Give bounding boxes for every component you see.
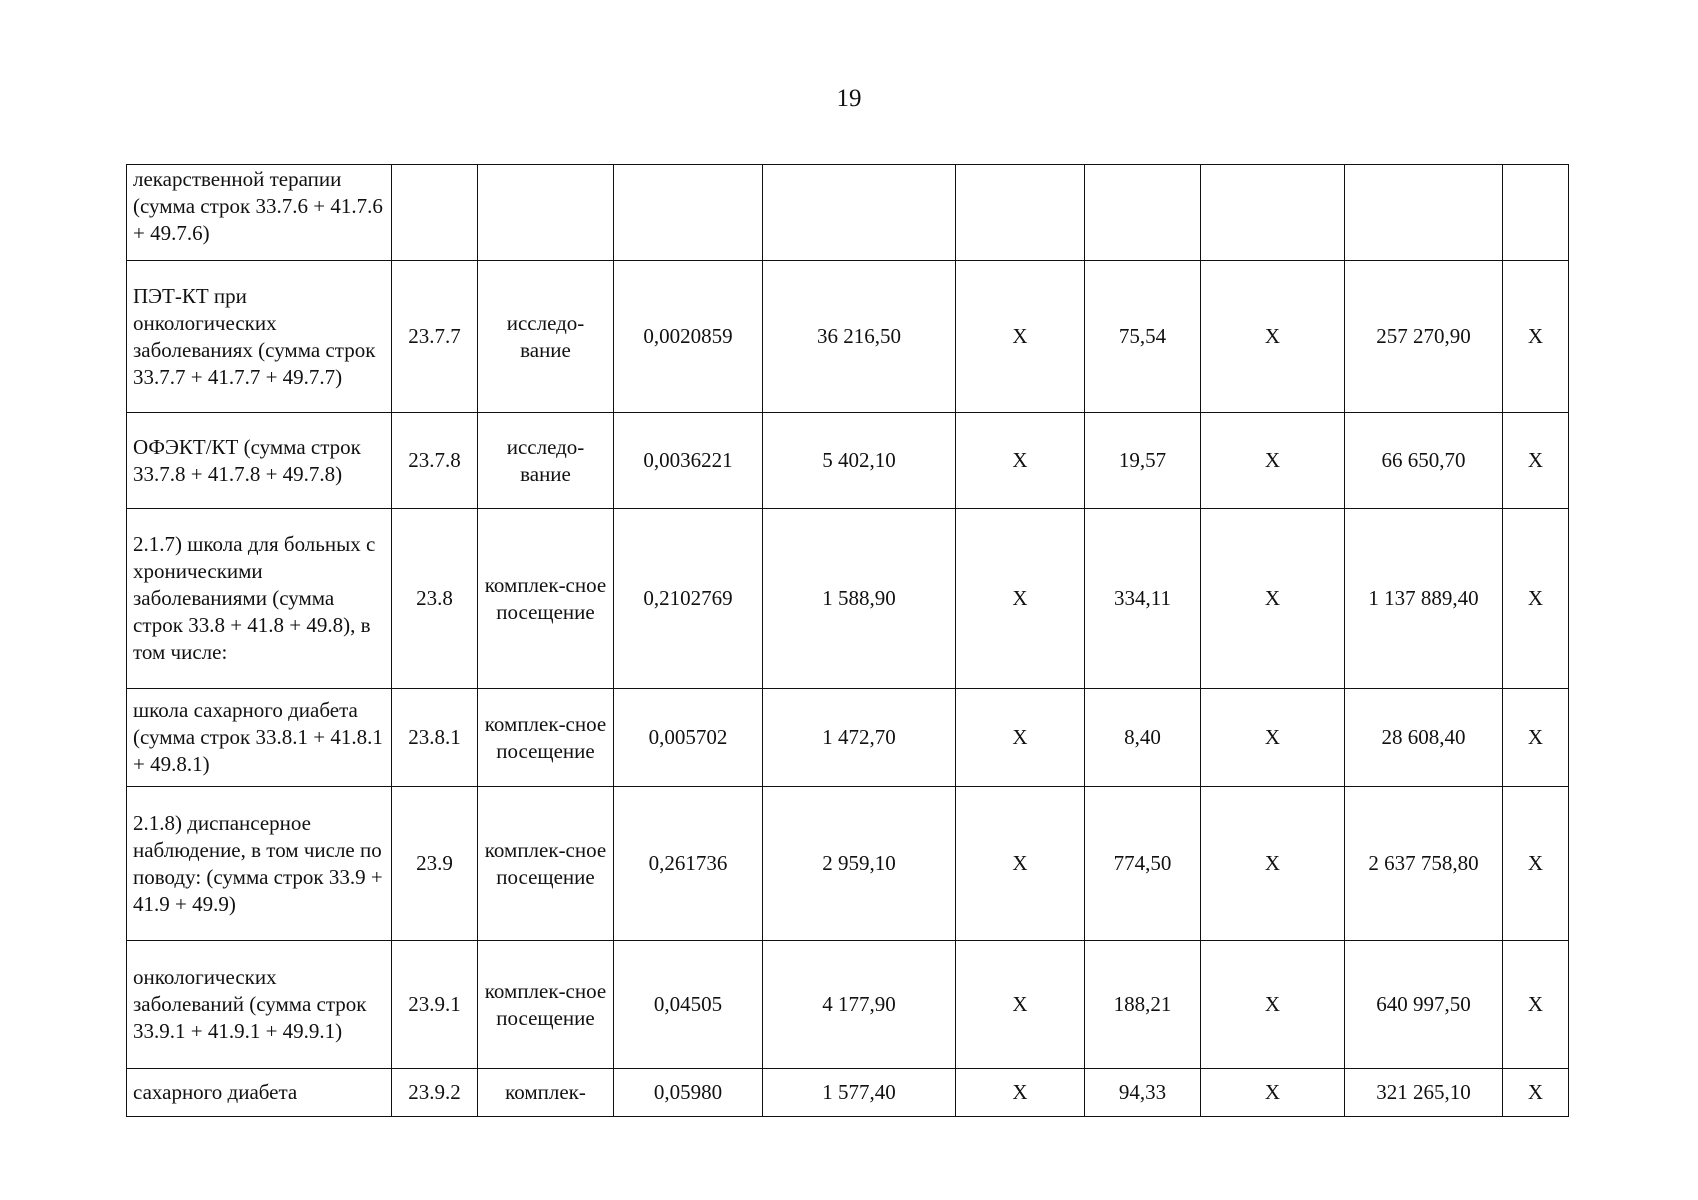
row-code-cell: 23.7.7 bbox=[392, 261, 478, 413]
row-x-cell: X bbox=[956, 509, 1085, 689]
row-norm-cell bbox=[614, 165, 763, 261]
row-total-cell: 257 270,90 bbox=[1345, 261, 1503, 413]
row-unit-cell: комплек-сное посещение bbox=[478, 787, 614, 941]
row-x-cell: X bbox=[1201, 787, 1345, 941]
row-code-cell: 23.8.1 bbox=[392, 689, 478, 787]
row-total-cell: 28 608,40 bbox=[1345, 689, 1503, 787]
row-cost-cell: 1 588,90 bbox=[763, 509, 956, 689]
row-name-cell: ПЭТ-КТ при онкологических заболеваниях (сумма строк 33.7.7 + 41.7.7 + 49.7.7) bbox=[127, 261, 392, 413]
row-norm-cell: 0,2102769 bbox=[614, 509, 763, 689]
row-x-cell: X bbox=[956, 1069, 1085, 1117]
row-name-cell: 2.1.7) школа для больных с хроническими заболеваниями (сумма строк 33.8 + 41.8 + 49.8), в том числе: bbox=[127, 509, 392, 689]
row-total-cell: 640 997,50 bbox=[1345, 941, 1503, 1069]
row-norm-cell: 0,0036221 bbox=[614, 413, 763, 509]
row-name-cell: сахарного диабета bbox=[127, 1069, 392, 1117]
row-per-capita-cell: 774,50 bbox=[1085, 787, 1201, 941]
row-code-cell: 23.9.2 bbox=[392, 1069, 478, 1117]
row-x-cell: X bbox=[956, 261, 1085, 413]
row-per-capita-cell: 188,21 bbox=[1085, 941, 1201, 1069]
row-total-cell: 1 137 889,40 bbox=[1345, 509, 1503, 689]
row-x-cell bbox=[956, 165, 1085, 261]
row-code-cell: 23.9 bbox=[392, 787, 478, 941]
row-unit-cell: комплек- bbox=[478, 1069, 614, 1117]
row-cost-cell: 36 216,50 bbox=[763, 261, 956, 413]
row-cost-cell: 1 577,40 bbox=[763, 1069, 956, 1117]
table-row bbox=[127, 689, 1569, 787]
table-row bbox=[127, 413, 1569, 509]
row-unit-cell: комплек-сное посещение bbox=[478, 509, 614, 689]
row-code-cell: 23.7.8 bbox=[392, 413, 478, 509]
row-x-cell: X bbox=[1503, 509, 1569, 689]
row-x-cell: X bbox=[1201, 509, 1345, 689]
table-row bbox=[127, 1069, 1569, 1117]
row-per-capita-cell: 19,57 bbox=[1085, 413, 1201, 509]
row-name-cell: 2.1.8) диспансерное наблюдение, в том числе по поводу: (сумма строк 33.9 + 41.9 + 49.9) bbox=[127, 787, 392, 941]
row-per-capita-cell: 334,11 bbox=[1085, 509, 1201, 689]
row-cost-cell: 2 959,10 bbox=[763, 787, 956, 941]
row-unit-cell: исследо-вание bbox=[478, 261, 614, 413]
row-x-cell: X bbox=[1201, 941, 1345, 1069]
row-unit-cell: исследо-вание bbox=[478, 413, 614, 509]
row-cost-cell: 5 402,10 bbox=[763, 413, 956, 509]
row-norm-cell: 0,0020859 bbox=[614, 261, 763, 413]
page-number: 19 bbox=[836, 85, 862, 112]
row-x-cell: X bbox=[1201, 1069, 1345, 1117]
row-x-cell: X bbox=[1503, 787, 1569, 941]
row-total-cell: 66 650,70 bbox=[1345, 413, 1503, 509]
row-x-cell: X bbox=[956, 689, 1085, 787]
row-total-cell: 2 637 758,80 bbox=[1345, 787, 1503, 941]
row-per-capita-cell: 94,33 bbox=[1085, 1069, 1201, 1117]
row-x-cell: X bbox=[1503, 413, 1569, 509]
row-x-cell: X bbox=[956, 413, 1085, 509]
row-name-cell: лекарственной терапии (сумма строк 33.7.6 + 41.7.6 + 49.7.6) bbox=[127, 165, 392, 261]
row-unit-cell: комплек-сное посещение bbox=[478, 941, 614, 1069]
row-per-capita-cell bbox=[1085, 165, 1201, 261]
row-x-cell: X bbox=[1503, 689, 1569, 787]
row-norm-cell: 0,05980 bbox=[614, 1069, 763, 1117]
row-cost-cell: 4 177,90 bbox=[763, 941, 956, 1069]
row-x-cell: X bbox=[1503, 261, 1569, 413]
row-cost-cell bbox=[763, 165, 956, 261]
row-norm-cell: 0,04505 bbox=[614, 941, 763, 1069]
row-x-cell: X bbox=[956, 941, 1085, 1069]
row-total-cell: 321 265,10 bbox=[1345, 1069, 1503, 1117]
row-x-cell: X bbox=[1201, 413, 1345, 509]
row-per-capita-cell: 75,54 bbox=[1085, 261, 1201, 413]
row-x-cell: X bbox=[1201, 261, 1345, 413]
row-cost-cell: 1 472,70 bbox=[763, 689, 956, 787]
row-code-cell: 23.8 bbox=[392, 509, 478, 689]
row-x-cell bbox=[1201, 165, 1345, 261]
row-x-cell: X bbox=[1201, 689, 1345, 787]
row-x-cell: X bbox=[956, 787, 1085, 941]
table-row bbox=[127, 787, 1569, 941]
row-norm-cell: 0,005702 bbox=[614, 689, 763, 787]
row-norm-cell: 0,261736 bbox=[614, 787, 763, 941]
row-name-cell: онкологических заболеваний (сумма строк 33.9.1 + 41.9.1 + 49.9.1) bbox=[127, 941, 392, 1069]
row-x-cell: X bbox=[1503, 941, 1569, 1069]
row-unit-cell bbox=[478, 165, 614, 261]
row-per-capita-cell: 8,40 bbox=[1085, 689, 1201, 787]
row-name-cell: ОФЭКТ/КТ (сумма строк 33.7.8 + 41.7.8 + 49.7.8) bbox=[127, 413, 392, 509]
row-unit-cell: комплек-сное посещение bbox=[478, 689, 614, 787]
row-x-cell bbox=[1503, 165, 1569, 261]
row-code-cell bbox=[392, 165, 478, 261]
table-row bbox=[127, 261, 1569, 413]
row-name-cell: школа сахарного диабета (сумма строк 33.8.1 + 41.8.1 + 49.8.1) bbox=[127, 689, 392, 787]
row-total-cell bbox=[1345, 165, 1503, 261]
table-body bbox=[127, 165, 1569, 1117]
table-row bbox=[127, 941, 1569, 1069]
row-x-cell: X bbox=[1503, 1069, 1569, 1117]
row-code-cell: 23.9.1 bbox=[392, 941, 478, 1069]
table-row bbox=[127, 509, 1569, 689]
data-table bbox=[126, 164, 1569, 1117]
table-row bbox=[127, 165, 1569, 261]
